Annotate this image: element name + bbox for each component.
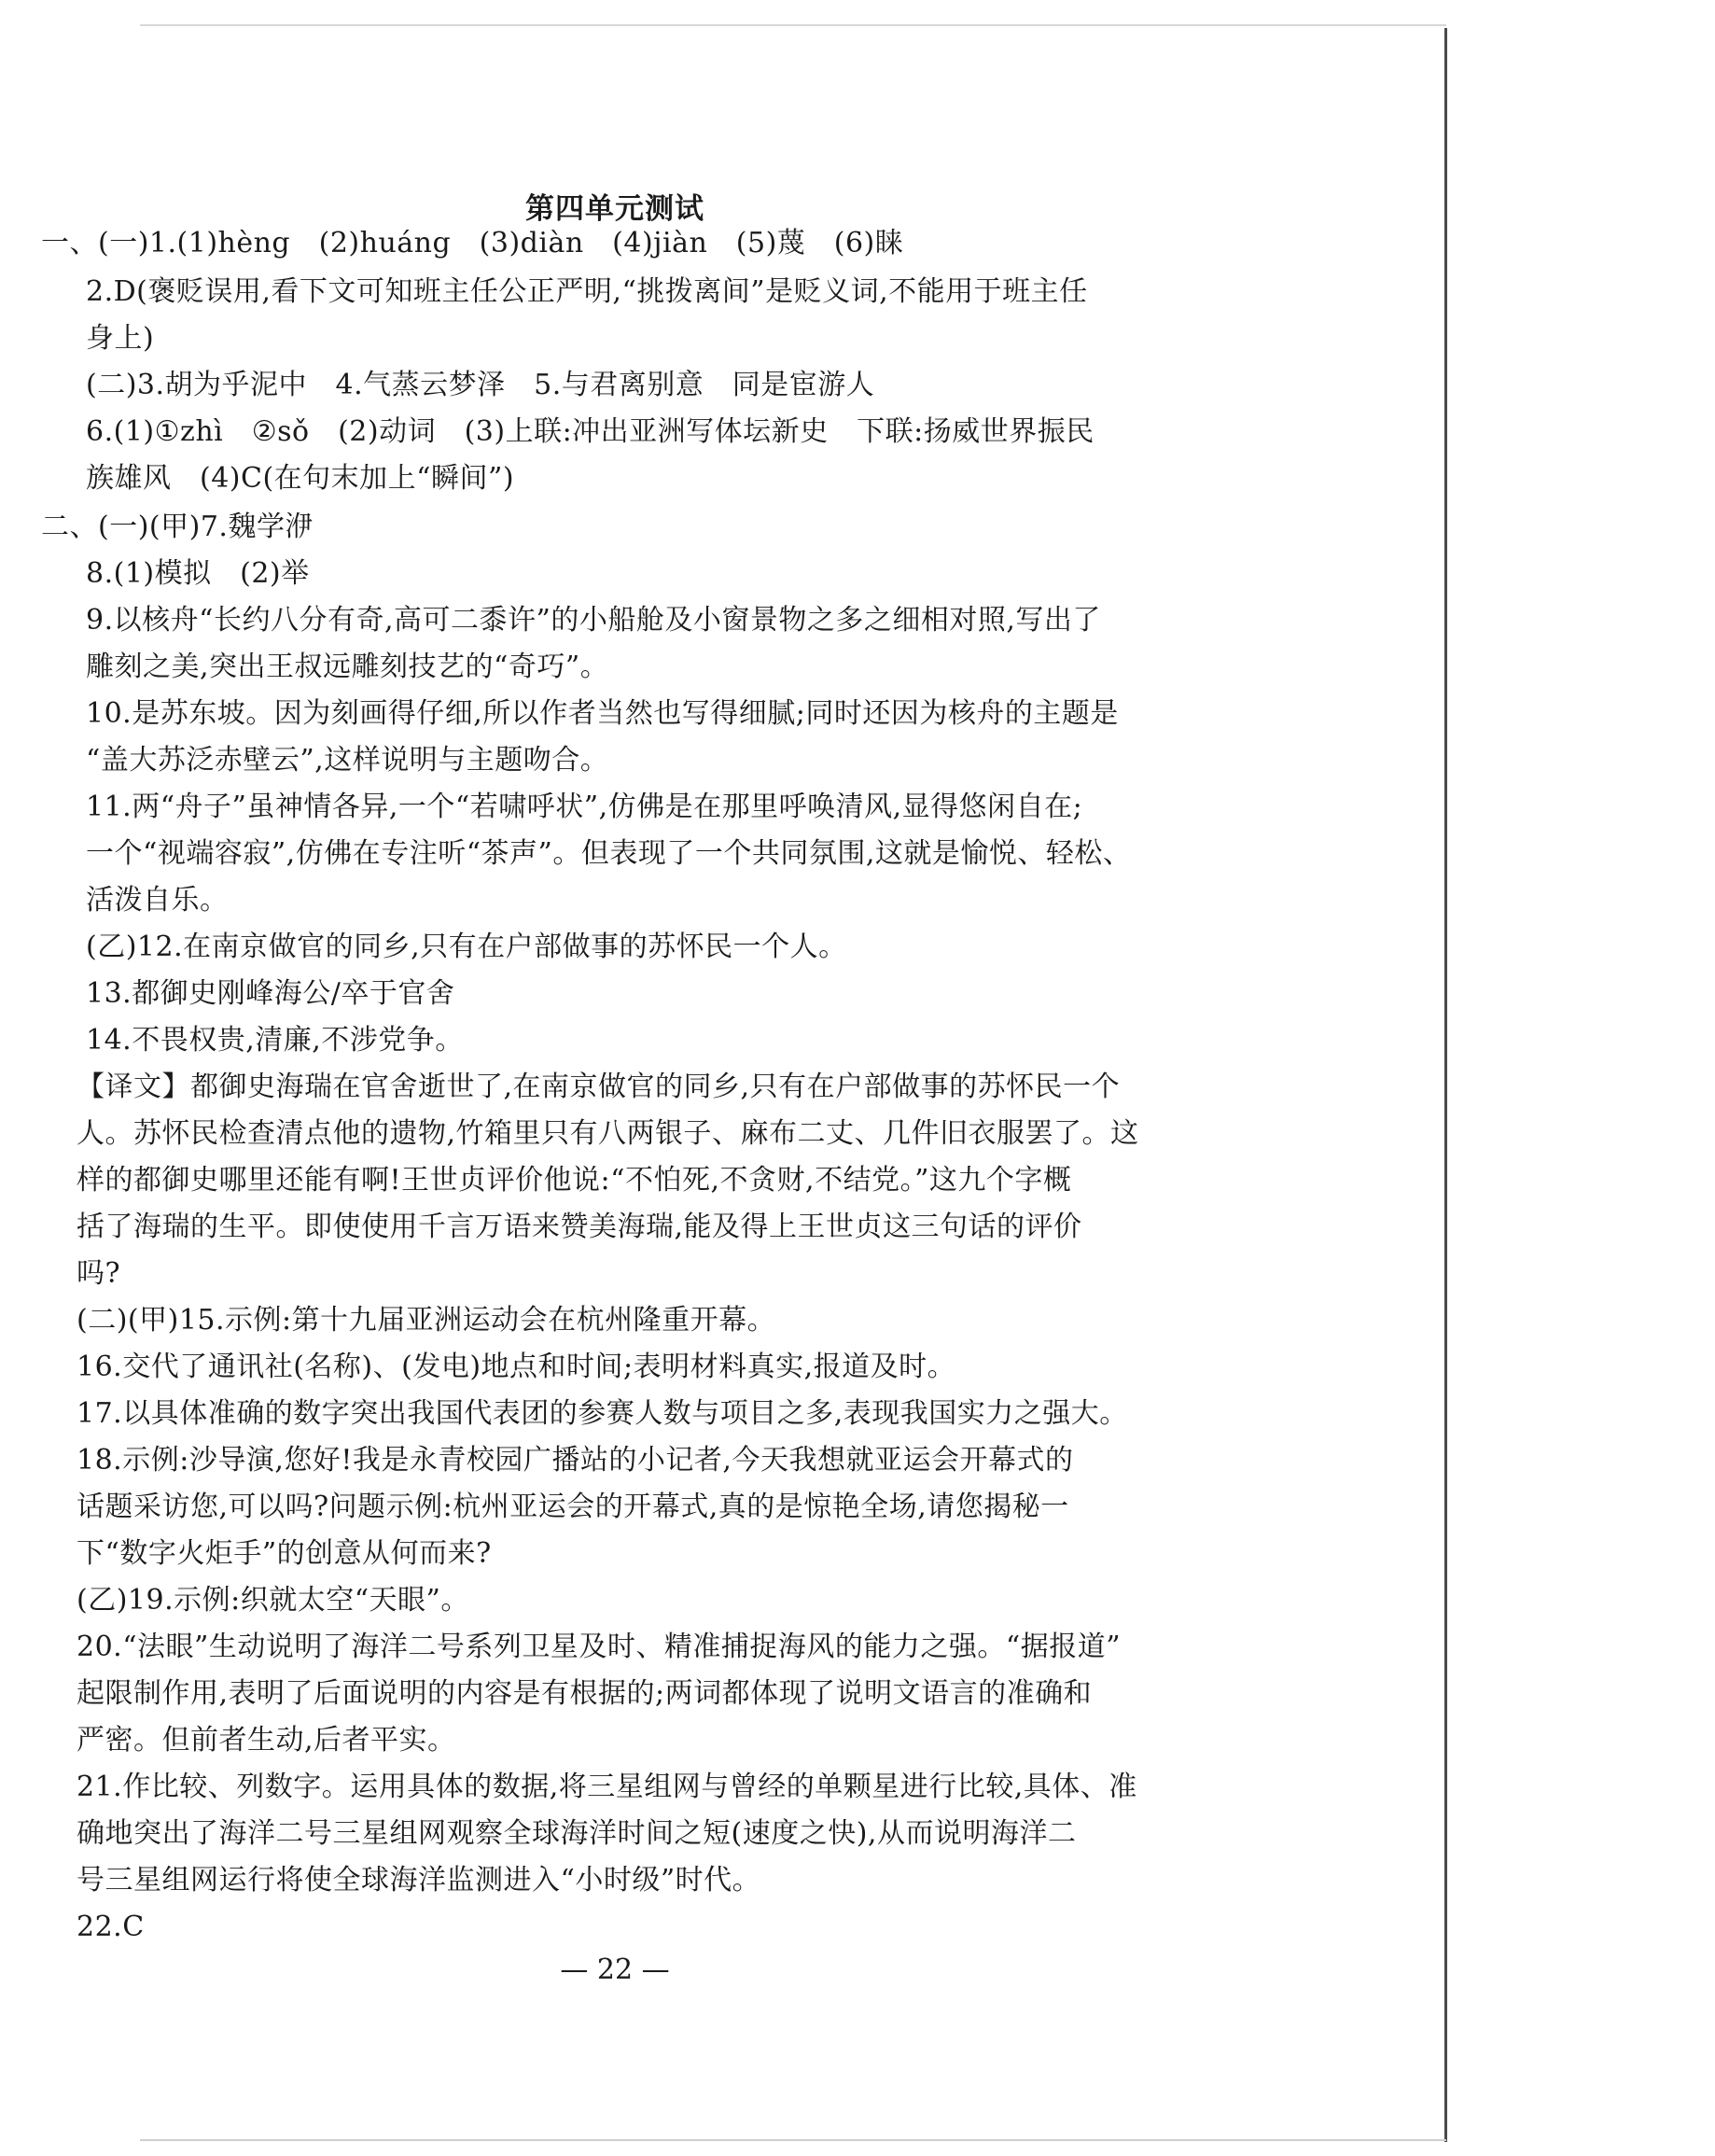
answer-line: 17.以具体准确的数字突出我国代表团的参赛人数与项目之多,表现我国实力之强大。 <box>77 1397 1128 1430</box>
scan-edge-bottom <box>140 2139 1446 2141</box>
answer-line: 一个“视端容寂”,仿佛在专注听“茶声”。但表现了一个共同氛围,这就是愉悦、轻松、 <box>86 837 1132 870</box>
answer-line: 号三星组网运行将使全球海洋监测进入“小时级”时代。 <box>77 1864 761 1897</box>
answer-line: 括了海瑞的生平。即使使用千言万语来赞美海瑞,能及得上王世贞这三句话的评价 <box>77 1211 1082 1243</box>
answer-line: 活泼自乐。 <box>86 884 229 917</box>
answer-line: 16.交代了通讯社(名称)、(发电)地点和时间;表明材料真实,报道及时。 <box>77 1351 956 1383</box>
answer-line: (二)3.胡为乎泥中 4.气蒸云梦泽 5.与君离别意 同是宦游人 <box>86 369 875 401</box>
scan-edge-top <box>140 24 1446 26</box>
answer-line: 严密。但前者生动,后者平实。 <box>77 1724 456 1757</box>
answer-line: 14.不畏权贵,清廉,不涉党争。 <box>86 1024 464 1057</box>
answer-line: (乙)19.示例:织就太空“天眼”。 <box>77 1584 469 1617</box>
answer-line: 18.示例:沙导演,您好!我是永青校园广播站的小记者,今天我想就亚运会开幕式的 <box>77 1444 1074 1477</box>
answer-line: 身上) <box>86 322 155 355</box>
answer-line: (二)(甲)15.示例:第十九届亚洲运动会在杭州隆重开幕。 <box>77 1304 776 1337</box>
answer-line: 21.作比较、列数字。运用具体的数据,将三星组网与曾经的单颗星进行比较,具体、准 <box>77 1771 1137 1803</box>
page-number: — 22 — <box>560 1953 670 1986</box>
answer-line: 8.(1)模拟 (2)举 <box>86 557 310 590</box>
answer-line: 2.D(褒贬误用,看下文可知班主任公正严明,“挑拨离间”是贬义词,不能用于班主任 <box>86 275 1088 308</box>
answer-line: 11.两“舟子”虽神情各异,一个“若啸呼状”,仿佛是在那里呼唤清风,显得悠闲自在; <box>86 791 1083 823</box>
answer-line: 10.是苏东坡。因为刻画得仔细,所以作者当然也写得细腻;同时还因为核舟的主题是 <box>86 697 1119 730</box>
answer-line: 吗? <box>77 1257 121 1290</box>
answer-line: 确地突出了海洋二号三星组网观察全球海洋时间之短(速度之快),从而说明海洋二 <box>77 1817 1077 1850</box>
answer-line: 族雄风 (4)C(在句末加上“瞬间”) <box>86 462 515 495</box>
answer-line: 20.“法眼”生动说明了海洋二号系列卫星及时、精准捕捉海风的能力之强。“据报道” <box>77 1631 1122 1663</box>
answer-line: 22.C <box>77 1911 145 1943</box>
page-title: 第四单元测试 <box>525 192 704 226</box>
scan-edge-right <box>1444 28 1447 2142</box>
answer-line: 下“数字火炬手”的创意从何而来? <box>77 1537 492 1570</box>
answer-line: 话题采访您,可以吗?问题示例:杭州亚运会的开幕式,真的是惊艳全场,请您揭秘一 <box>77 1491 1069 1523</box>
answer-line: 雕刻之美,突出王叔远雕刻技艺的“奇巧”。 <box>86 651 609 683</box>
answer-line: 样的都御史哪里还能有啊!王世贞评价他说:“不怕死,不贪财,不结党。”这九个字概 <box>77 1164 1072 1197</box>
answer-line: 起限制作用,表明了后面说明的内容是有根据的;两词都体现了说明文语言的准确和 <box>77 1677 1093 1710</box>
answer-line: 13.都御史刚峰海公/卒于官舍 <box>86 977 455 1010</box>
answer-line: “盖大苏泛赤壁云”,这样说明与主题吻合。 <box>86 744 609 777</box>
answer-line: 二、(一)(甲)7.魏学洢 <box>41 511 314 543</box>
answer-line: 人。苏怀民检查清点他的遗物,竹箱里只有八两银子、麻布二丈、几件旧衣服罢了。这 <box>77 1117 1139 1150</box>
answer-line: 6.(1)①zhì ②sǒ (2)动词 (3)上联:冲出亚洲写体坛新史 下联:扬威世界振民 <box>86 415 1095 448</box>
answer-line: 【译文】都御史海瑞在官舍逝世了,在南京做官的同乡,只有在户部做事的苏怀民一个 <box>77 1071 1121 1103</box>
answer-line: (乙)12.在南京做官的同乡,只有在户部做事的苏怀民一个人。 <box>86 931 847 963</box>
answer-line: 一、(一)1.(1)hèng (2)huáng (3)diàn (4)jiàn (5)蔑 (6)睐 <box>41 227 904 259</box>
answer-line: 9.以核舟“长约八分有奇,高可二黍许”的小船舱及小窗景物之多之细相对照,写出了 <box>86 604 1101 637</box>
